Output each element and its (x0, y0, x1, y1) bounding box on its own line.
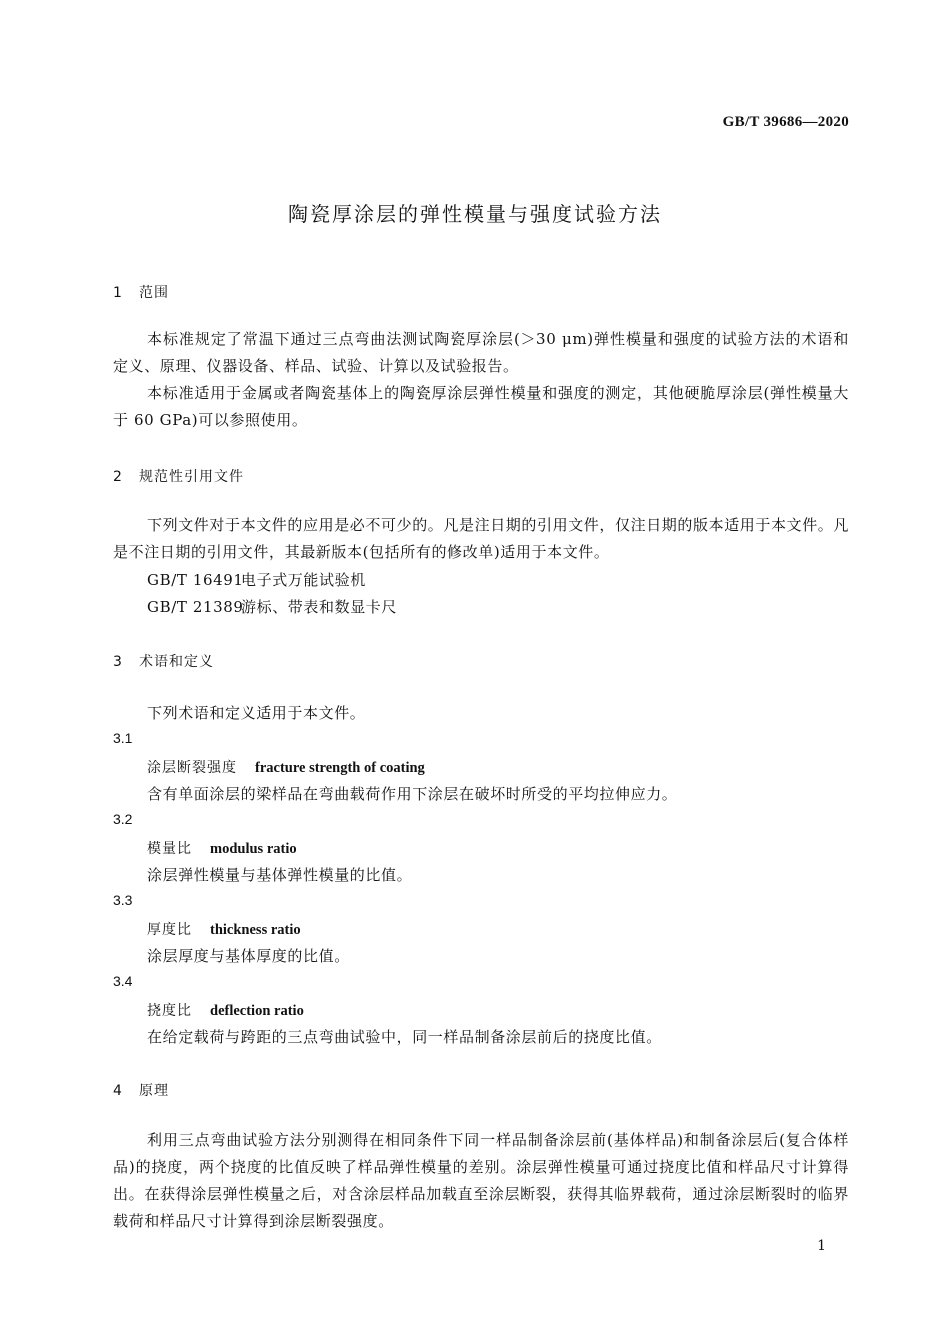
document-title: 陶瓷厚涂层的弹性模量与强度试验方法 (288, 202, 662, 226)
section-heading-principle (113, 1080, 169, 1100)
paragraph: 本标准适用于金属或者陶瓷基体上的陶瓷厚涂层弹性模量和强度的测定，其他硬脆厚涂层(弹性模量大于 60 GPa)可以参照使用。 (113, 384, 849, 429)
term-definition: 涂层厚度与基体厚度的比值。 (147, 947, 350, 965)
paragraph: 本标准规定了常温下通过三点弯曲法测试陶瓷厚涂层(＞30 μm)弹性模量和强度的试验方法的术语和定义、原理、仪器设备、样品、试验、计算以及试验报告。 (113, 330, 849, 375)
term-definition: 在给定载荷与跨距的三点弯曲试验中，同一样品制备涂层前后的挠度比值。 (147, 1028, 662, 1046)
term-number: 3.1 (113, 730, 133, 746)
section-title: 原理 (139, 1083, 169, 1099)
reference-code: GB/T 16491 (147, 571, 244, 589)
term-name-en: deflection ratio (210, 1003, 304, 1019)
reference-item (147, 596, 397, 617)
section-title: 范围 (139, 285, 169, 301)
term-number: 3.4 (113, 973, 133, 989)
reference-code: GB/T 21389 (147, 598, 244, 616)
term-name (147, 1000, 304, 1020)
section-number: 2 (113, 469, 123, 485)
term-definition: 涂层弹性模量与基体弹性模量的比值。 (147, 866, 413, 884)
term-name-cn: 涂层断裂强度 (147, 760, 237, 776)
section-number: 1 (113, 285, 123, 301)
reference-item (147, 569, 366, 590)
term-name-en: modulus ratio (210, 841, 297, 857)
paragraph: 利用三点弯曲试验方法分别测得在相同条件下同一样品制备涂层前(基体样品)和制备涂层后(复合体样品)的挠度，两个挠度的比值反映了样品弹性模量的差别。涂层弹性模量可通过挠度比值和样品尺寸计算得出。在获得涂层弹性模量之后，对含涂层样品加载直至涂层断裂，获得其临界载荷，通过涂层断裂时的临界载荷和样品尺寸计算得到涂层断裂强度。 (113, 1131, 849, 1230)
section-heading-terms-definitions (113, 651, 214, 671)
section-title: 术语和定义 (139, 654, 214, 670)
reference-name: 电子式万能试验机 (241, 571, 366, 589)
term-name-cn: 厚度比 (147, 922, 192, 938)
paragraph: 下列文件对于本文件的应用是必不可少的。凡是注日期的引用文件，仅注日期的版本适用于本文件。凡是不注日期的引用文件，其最新版本(包括所有的修改单)适用于本文件。 (113, 516, 850, 561)
page-number: 1 (817, 1238, 826, 1254)
term-name-en: fracture strength of coating (255, 760, 425, 776)
term-name-cn: 模量比 (147, 841, 192, 857)
term-number: 3.3 (113, 892, 133, 908)
term-number: 3.2 (113, 811, 133, 827)
terms-intro: 下列术语和定义适用于本文件。 (147, 704, 366, 722)
term-name (147, 838, 297, 858)
section-heading-normative-references (113, 466, 244, 486)
section-title: 规范性引用文件 (139, 469, 244, 485)
term-definition: 含有单面涂层的梁样品在弯曲载荷作用下涂层在破坏时所受的平均拉伸应力。 (147, 785, 678, 803)
term-name-cn: 挠度比 (147, 1003, 192, 1019)
term-name-en: thickness ratio (210, 922, 301, 938)
term-name (147, 919, 301, 939)
section-number: 3 (113, 654, 123, 670)
reference-name: 游标、带表和数显卡尺 (241, 598, 398, 616)
section-number: 4 (113, 1083, 123, 1099)
section-heading-scope (113, 282, 169, 302)
term-name (147, 757, 425, 777)
standard-code: GB/T 39686—2020 (722, 114, 849, 130)
